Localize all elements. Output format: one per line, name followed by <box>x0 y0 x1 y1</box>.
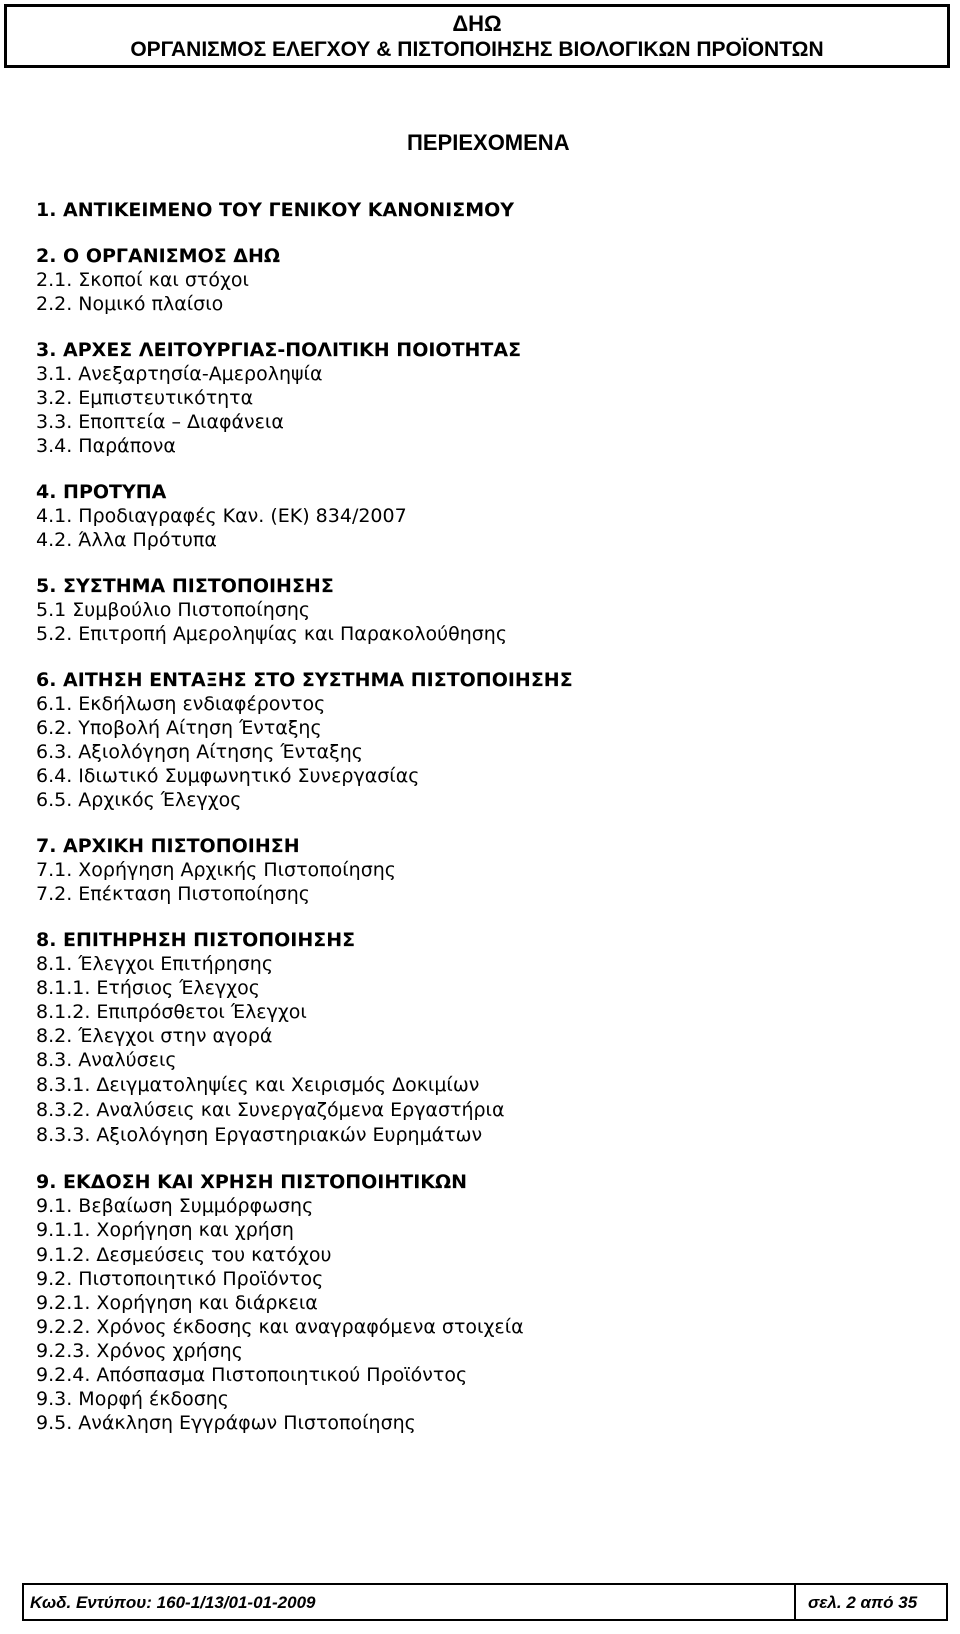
toc-section-heading: 5. ΣΥΣΤΗΜΑ ΠΙΣΤΟΠΟΙΗΣΗΣ <box>36 575 334 597</box>
toc-subsection: 9.1.2. Δεσμεύσεις του κατόχου <box>36 1244 332 1266</box>
toc-subsection: 9.1. Βεβαίωση Συμμόρφωσης <box>36 1195 314 1217</box>
toc-subsection: 8.1.2. Επιπρόσθετοι Έλεγχοι <box>36 1001 307 1023</box>
toc-subsection: 4.2. Άλλα Πρότυπα <box>36 529 217 551</box>
toc-subsection: 8.1.1. Ετήσιος Έλεγχος <box>36 977 260 999</box>
toc-subsection: 2.2. Νομικό πλαίσιο <box>36 293 224 315</box>
toc-subsection: 3.2. Εμπιστευτικότητα <box>36 387 254 409</box>
form-code: Κωδ. Εντύπου: 160-1/13/01-01-2009 <box>30 1593 316 1612</box>
toc-title: ΠΕΡΙΕΧΟΜΕΝΑ <box>407 130 570 155</box>
toc-subsection: 8.3.2. Αναλύσεις και Συνεργαζόμενα Εργαστήρια <box>36 1099 505 1121</box>
toc-section-heading: 4. ΠΡΟΤΥΠΑ <box>36 481 167 503</box>
document-header <box>4 4 950 68</box>
toc-subsection: 9.3. Μορφή έκδοσης <box>36 1388 229 1410</box>
toc-subsection: 2.1. Σκοποί και στόχοι <box>36 269 249 291</box>
toc-section-heading: 8. ΕΠΙΤΗΡΗΣΗ ΠΙΣΤΟΠΟΙΗΣΗΣ <box>36 929 356 951</box>
document-footer <box>22 1583 948 1621</box>
toc-subsection: 3.1. Ανεξαρτησία-Αμεροληψία <box>36 363 323 385</box>
toc-subsection: 6.2. Υποβολή Αίτηση Ένταξης <box>36 717 322 739</box>
page-number: σελ. 2 από 35 <box>808 1593 918 1612</box>
toc-subsection: 6.5. Αρχικός Έλεγχος <box>36 789 242 811</box>
toc-subsection: 9.2.4. Απόσπασμα Πιστοποιητικού Προϊόντος <box>36 1364 468 1386</box>
footer-divider <box>794 1585 796 1619</box>
toc-subsection: 3.3. Εποπτεία – Διαφάνεια <box>36 411 284 433</box>
toc-section-heading: 7. ΑΡΧΙΚΗ ΠΙΣΤΟΠΟΙΗΣΗ <box>36 835 300 857</box>
toc-subsection: 7.2. Επέκταση Πιστοποίησης <box>36 883 310 905</box>
header-org-name: ΟΡΓΑΝΙΣΜΟΣ ΕΛΕΓΧΟΥ & ΠΙΣΤΟΠΟΙΗΣΗΣ ΒΙΟΛΟΓΙΚΩΝ ΠΡΟΪΟΝΤΩΝ <box>130 38 824 61</box>
header-org-abbrev: ΔΗΩ <box>452 11 502 36</box>
toc-section-heading: 2. Ο ΟΡΓΑΝΙΣΜΟΣ ΔΗΩ <box>36 245 281 267</box>
toc-subsection: 9.2.1. Χορήγηση και διάρκεια <box>36 1292 318 1314</box>
toc-section-heading: 3. ΑΡΧΕΣ ΛΕΙΤΟΥΡΓΙΑΣ-ΠΟΛΙΤΙΚΗ ΠΟΙΟΤΗΤΑΣ <box>36 339 522 361</box>
toc-subsection: 9.2. Πιστοποιητικό Προϊόντος <box>36 1268 324 1290</box>
toc-subsection: 6.3. Αξιολόγηση Αίτησης Ένταξης <box>36 741 363 763</box>
toc-subsection: 5.1 Συμβούλιο Πιστοποίησης <box>36 599 311 621</box>
toc-section-heading: 1. ΑΝΤΙΚΕΙΜΕΝΟ ΤΟΥ ΓΕΝΙΚΟΥ ΚΑΝΟΝΙΣΜΟΥ <box>36 199 515 221</box>
toc-subsection: 9.2.3. Χρόνος χρήσης <box>36 1340 243 1362</box>
toc-subsection: 8.1. Έλεγχοι Επιτήρησης <box>36 953 273 975</box>
toc-subsection: 8.3.1. Δειγματοληψίες και Χειρισμός Δοκιμίων <box>36 1074 480 1096</box>
toc-subsection: 6.4. Ιδιωτικό Συμφωνητικό Συνεργασίας <box>36 765 420 787</box>
toc-subsection: 5.2. Επιτροπή Αμεροληψίας και Παρακολούθησης <box>36 623 507 645</box>
toc-subsection: 8.3.3. Αξιολόγηση Εργαστηριακών Ευρημάτων <box>36 1124 483 1146</box>
toc-subsection: 8.3. Αναλύσεις <box>36 1049 177 1071</box>
toc-subsection: 8.2. Έλεγχοι στην αγορά <box>36 1025 273 1047</box>
toc-subsection: 6.1. Εκδήλωση ενδιαφέροντος <box>36 693 326 715</box>
toc-subsection: 4.1. Προδιαγραφές Καν. (ΕΚ) 834/2007 <box>36 505 407 527</box>
toc-subsection: 7.1. Χορήγηση Αρχικής Πιστοποίησης <box>36 859 396 881</box>
toc-subsection: 9.5. Ανάκληση Εγγράφων Πιστοποίησης <box>36 1412 416 1434</box>
toc-subsection: 9.2.2. Χρόνος έκδοσης και αναγραφόμενα στοιχεία <box>36 1316 524 1338</box>
toc-section-heading: 9. ΕΚΔΟΣΗ ΚΑΙ ΧΡΗΣΗ ΠΙΣΤΟΠΟΙΗΤΙΚΩΝ <box>36 1171 468 1193</box>
toc-section-heading: 6. ΑΙΤΗΣΗ ΕΝΤΑΞΗΣ ΣΤΟ ΣΥΣΤΗΜΑ ΠΙΣΤΟΠΟΙΗΣΗΣ <box>36 669 573 691</box>
toc-subsection: 9.1.1. Χορήγηση και χρήση <box>36 1219 294 1241</box>
toc-subsection: 3.4. Παράπονα <box>36 435 176 457</box>
